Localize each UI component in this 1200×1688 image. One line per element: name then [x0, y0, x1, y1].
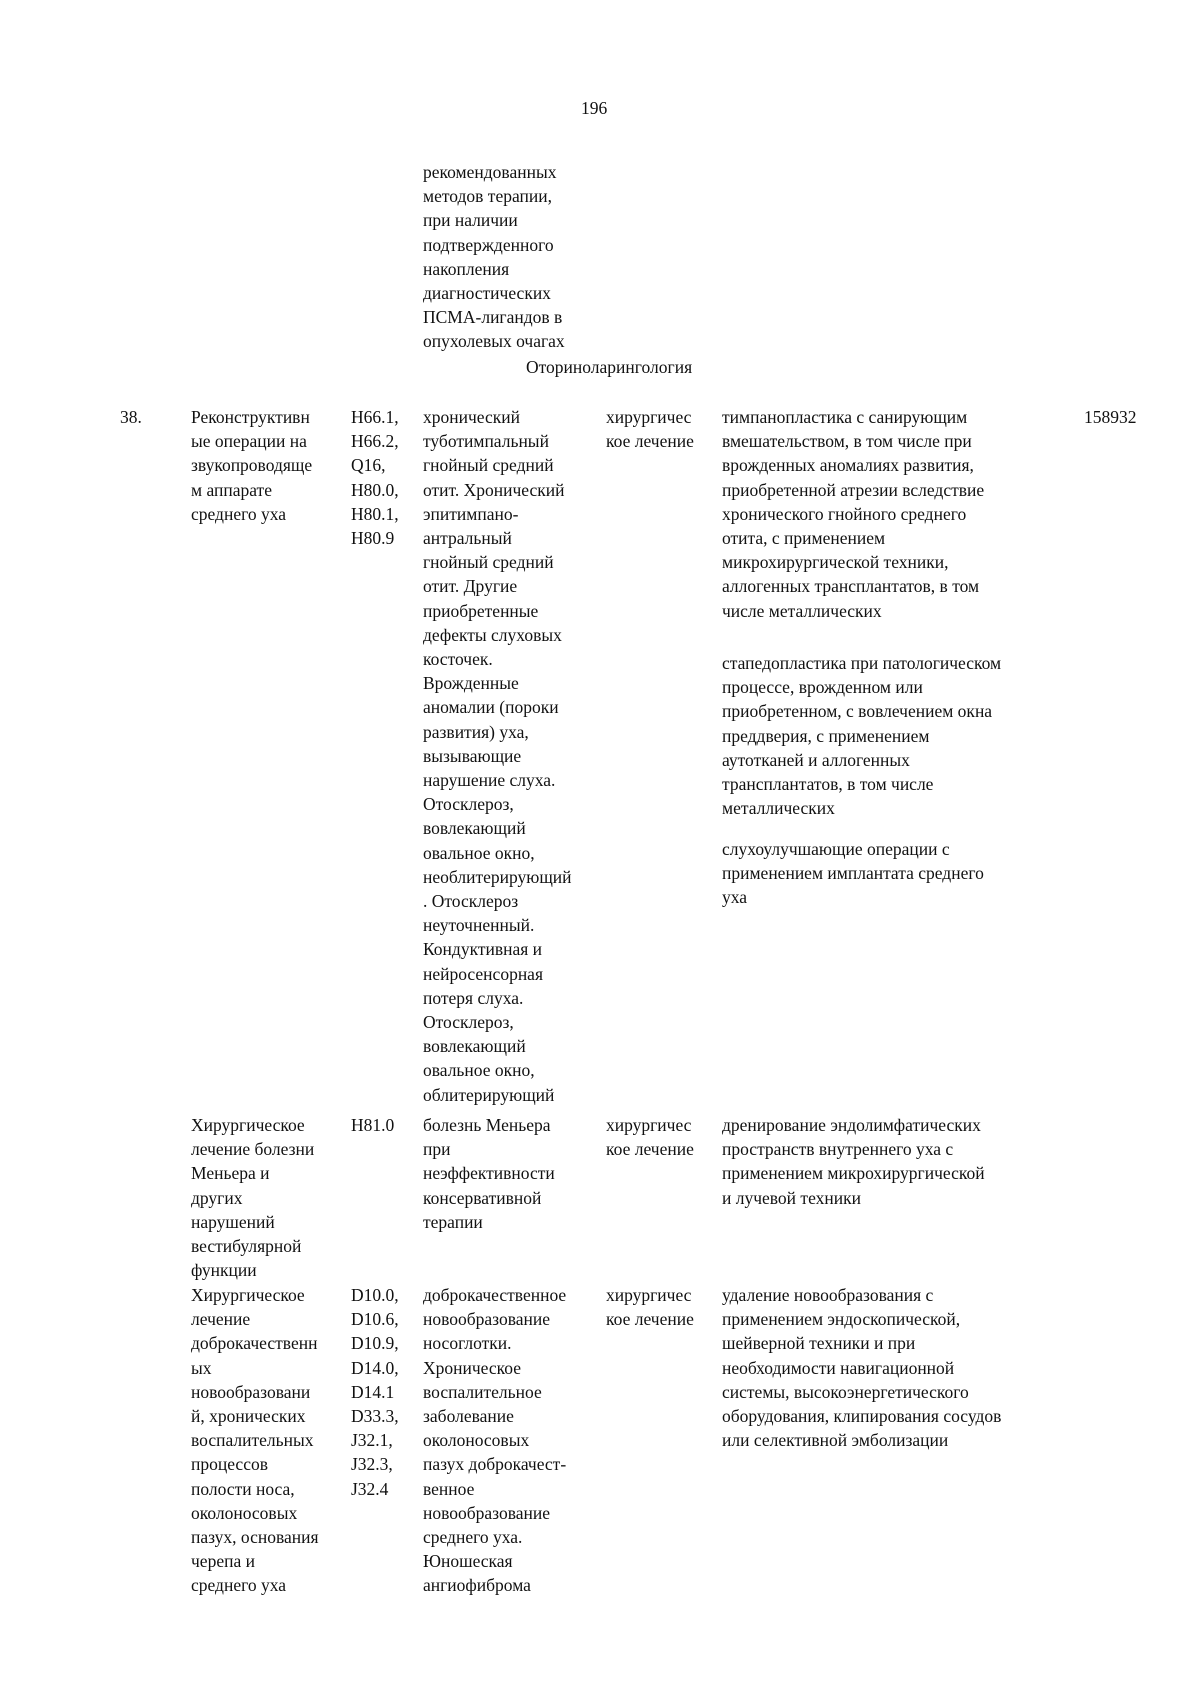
group-1-method-1 — [722, 405, 984, 623]
text-line: применением имплантата среднего — [722, 863, 984, 884]
text-line: металлических — [722, 798, 835, 819]
group-2-treatment — [606, 1113, 694, 1161]
text-line: ые операции на — [191, 431, 307, 452]
text-line: облитерирующий — [423, 1084, 555, 1105]
text-line: удаление новообразования с — [722, 1285, 934, 1305]
text-line: применением эндоскопической, — [722, 1309, 961, 1330]
text-line: вмешательством, в том числе при — [722, 431, 972, 452]
text-line: диагностических — [423, 283, 551, 304]
text-line: новообразовани — [191, 1381, 311, 1402]
text-line: опухолевых очагах — [423, 331, 565, 352]
text-line: тимпанопластика с санирующим — [722, 407, 968, 427]
text-line: ангиофиброма — [423, 1575, 531, 1596]
row-number: 38. — [120, 407, 142, 427]
text-line: кое лечение — [606, 1309, 694, 1330]
text-line: J32.3, — [351, 1454, 393, 1475]
text-line: и лучевой техники — [722, 1187, 861, 1208]
group-1-treatment — [606, 405, 694, 453]
text-line: неуточненный. — [423, 915, 535, 936]
text-line: при — [423, 1139, 451, 1160]
text-line: функции — [191, 1260, 257, 1281]
text-line: воспалительных — [191, 1430, 314, 1451]
text-line: шейверной техники и при — [722, 1333, 916, 1354]
text-line: воспалительное — [423, 1381, 542, 1402]
group-2-codes — [351, 1113, 394, 1137]
text-line: Врожденные — [423, 673, 519, 694]
text-line: овальное окно, — [423, 1060, 535, 1081]
text-line: отит. Другие — [423, 576, 518, 597]
text-line: необходимости навигационной — [722, 1357, 955, 1378]
text-line: Q16, — [351, 455, 386, 476]
text-line: доброкачественное — [423, 1285, 567, 1305]
text-line: . Отосклероз — [423, 891, 519, 912]
text-line: вестибулярной — [191, 1236, 302, 1257]
text-line: неэффективности — [423, 1163, 555, 1184]
text-line: аутотканей и аллогенных — [722, 749, 910, 770]
text-line: дренирование эндолимфатических — [722, 1115, 981, 1135]
text-line: гнойный средний — [423, 552, 554, 573]
text-line: врожденных аномалиях развития, — [722, 455, 974, 476]
text-line: хронического гнойного среднего — [722, 503, 967, 524]
text-line: J32.4 — [351, 1478, 389, 1499]
text-line: лечение — [191, 1309, 251, 1330]
text-line: уха — [722, 887, 748, 908]
group-3-diagnosis — [423, 1283, 566, 1598]
text-line: применением микрохирургической — [722, 1163, 985, 1184]
text-line: среднего уха. — [423, 1527, 523, 1548]
text-line: доброкачественн — [191, 1333, 318, 1354]
text-line: звукопроводяще — [191, 455, 313, 476]
text-line: D14.0, — [351, 1357, 399, 1378]
text-line: приобретенной атрезии вследствие — [722, 479, 985, 500]
text-line: черепа и — [191, 1551, 255, 1572]
text-line: H66.2, — [351, 431, 399, 452]
group-2-name — [191, 1113, 314, 1282]
text-line: подтвержденного — [423, 234, 554, 255]
text-line: Отосклероз, — [423, 1012, 514, 1033]
text-line: среднего уха — [191, 503, 286, 524]
text-line: отит. Хронический — [423, 479, 565, 500]
text-line: хронический — [423, 407, 520, 427]
section-title: Оториноларингология — [526, 357, 693, 377]
text-line: вызывающие — [423, 745, 522, 766]
text-line: Реконструктивн — [191, 407, 310, 427]
page-number: 196 — [581, 98, 608, 118]
group-1-codes — [351, 405, 399, 550]
text-line: эпитимпано- — [423, 503, 519, 524]
text-line: аномалии (пороки — [423, 697, 559, 718]
text-line: развития) уха, — [423, 721, 529, 742]
text-line: потеря слуха. — [423, 987, 524, 1008]
text-line: H81.0 — [351, 1115, 395, 1135]
group-3-method-1 — [722, 1283, 1001, 1452]
continuation-diagnosis — [423, 160, 565, 354]
text-line: трансплантатов, в том числе — [722, 774, 934, 795]
text-line: болезнь Меньера — [423, 1115, 551, 1135]
text-line: D10.9, — [351, 1333, 399, 1354]
text-line: необлитерирующий — [423, 866, 572, 887]
text-line: ых — [191, 1357, 212, 1378]
text-line: аллогенных трансплантатов, в том — [722, 576, 980, 597]
group-2-diagnosis — [423, 1113, 555, 1234]
text-line: полости носа, — [191, 1478, 295, 1499]
text-line: процессе, врожденном или — [722, 677, 923, 698]
text-line: косточек. — [423, 649, 493, 670]
text-line: H80.1, — [351, 503, 399, 524]
group-3-codes — [351, 1283, 399, 1501]
text-line: лечение болезни — [191, 1139, 315, 1160]
text-line: Отосклероз, — [423, 794, 514, 815]
text-line: среднего уха — [191, 1575, 286, 1596]
group-3-name — [191, 1283, 319, 1598]
text-line: кое лечение — [606, 431, 694, 452]
group-1-method-3 — [722, 837, 984, 910]
text-line: приобретенном, с вовлечением окна — [722, 701, 993, 722]
text-line: приобретенные — [423, 600, 539, 621]
text-line: м аппарате — [191, 479, 272, 500]
text-line: новообразование — [423, 1502, 551, 1523]
row-cost: 158932 — [1084, 407, 1137, 427]
text-line: овальное окно, — [423, 842, 535, 863]
text-line: числе металлических — [722, 600, 882, 621]
text-line: H80.0, — [351, 479, 399, 500]
text-line: консервативной — [423, 1187, 542, 1208]
text-line: накопления — [423, 258, 510, 279]
text-line: пространств внутреннего уха с — [722, 1139, 954, 1160]
text-line: околоносовых — [423, 1430, 530, 1451]
text-line: Кондуктивная и — [423, 939, 543, 960]
text-line: D14.1 — [351, 1381, 395, 1402]
group-2-method-1 — [722, 1113, 985, 1210]
text-line: оборудования, клипирования сосудов — [722, 1406, 1002, 1427]
text-line: системы, высокоэнергетического — [722, 1381, 969, 1402]
text-line: H66.1, — [351, 407, 399, 427]
text-line: J32.1, — [351, 1430, 393, 1451]
text-line: хирургичес — [606, 407, 692, 427]
text-line: Меньера и — [191, 1163, 270, 1184]
text-line: вовлекающий — [423, 818, 526, 839]
text-line: носоглотки. — [423, 1333, 512, 1354]
text-line: D10.0, — [351, 1285, 399, 1305]
text-line: нарушений — [191, 1211, 275, 1232]
text-line: или селективной эмболизации — [722, 1430, 949, 1451]
text-line: слухоулучшающие операции с — [722, 839, 950, 859]
text-line: туботимпальный — [423, 431, 549, 452]
text-line: отита, с применением — [722, 528, 886, 549]
text-line: вовлекающий — [423, 1036, 526, 1057]
text-line: дефекты слуховых — [423, 624, 562, 645]
text-line: методов терапии, — [423, 186, 552, 207]
text-line: гнойный средний — [423, 455, 554, 476]
text-line: при наличии — [423, 210, 518, 231]
text-line: D10.6, — [351, 1309, 399, 1330]
text-line: хирургичес — [606, 1115, 692, 1135]
text-line: стапедопластика при патологическом — [722, 653, 1002, 673]
text-line: терапии — [423, 1211, 483, 1232]
text-line: ПСМА-лигандов в — [423, 307, 563, 328]
group-1-method-2 — [722, 651, 1001, 820]
text-line: Юношеская — [423, 1551, 513, 1572]
text-line: околоносовых — [191, 1502, 298, 1523]
text-line: венное — [423, 1478, 475, 1499]
text-line: H80.9 — [351, 528, 395, 549]
text-line: нейросенсорная — [423, 963, 543, 984]
text-line: преддверия, с применением — [722, 725, 930, 746]
text-line: новообразование — [423, 1309, 551, 1330]
group-3-treatment — [606, 1283, 694, 1331]
text-line: заболевание — [423, 1406, 514, 1427]
text-line: антральный — [423, 528, 512, 549]
text-line: Хирургическое — [191, 1115, 305, 1135]
text-line: й, хронических — [191, 1406, 306, 1427]
group-1-diagnosis — [423, 405, 572, 1107]
text-line: пазух доброкачест- — [423, 1454, 567, 1475]
group-1-name — [191, 405, 312, 526]
text-line: нарушение слуха. — [423, 770, 556, 791]
text-line: Хирургическое — [191, 1285, 305, 1305]
text-line: пазух, основания — [191, 1527, 319, 1548]
text-line: рекомендованных — [423, 162, 557, 182]
text-line: хирургичес — [606, 1285, 692, 1305]
text-line: Хроническое — [423, 1357, 521, 1378]
text-line: других — [191, 1187, 243, 1208]
text-line: микрохирургической техники, — [722, 552, 949, 573]
text-line: процессов — [191, 1454, 268, 1475]
text-line: кое лечение — [606, 1139, 694, 1160]
text-line: D33.3, — [351, 1406, 399, 1427]
